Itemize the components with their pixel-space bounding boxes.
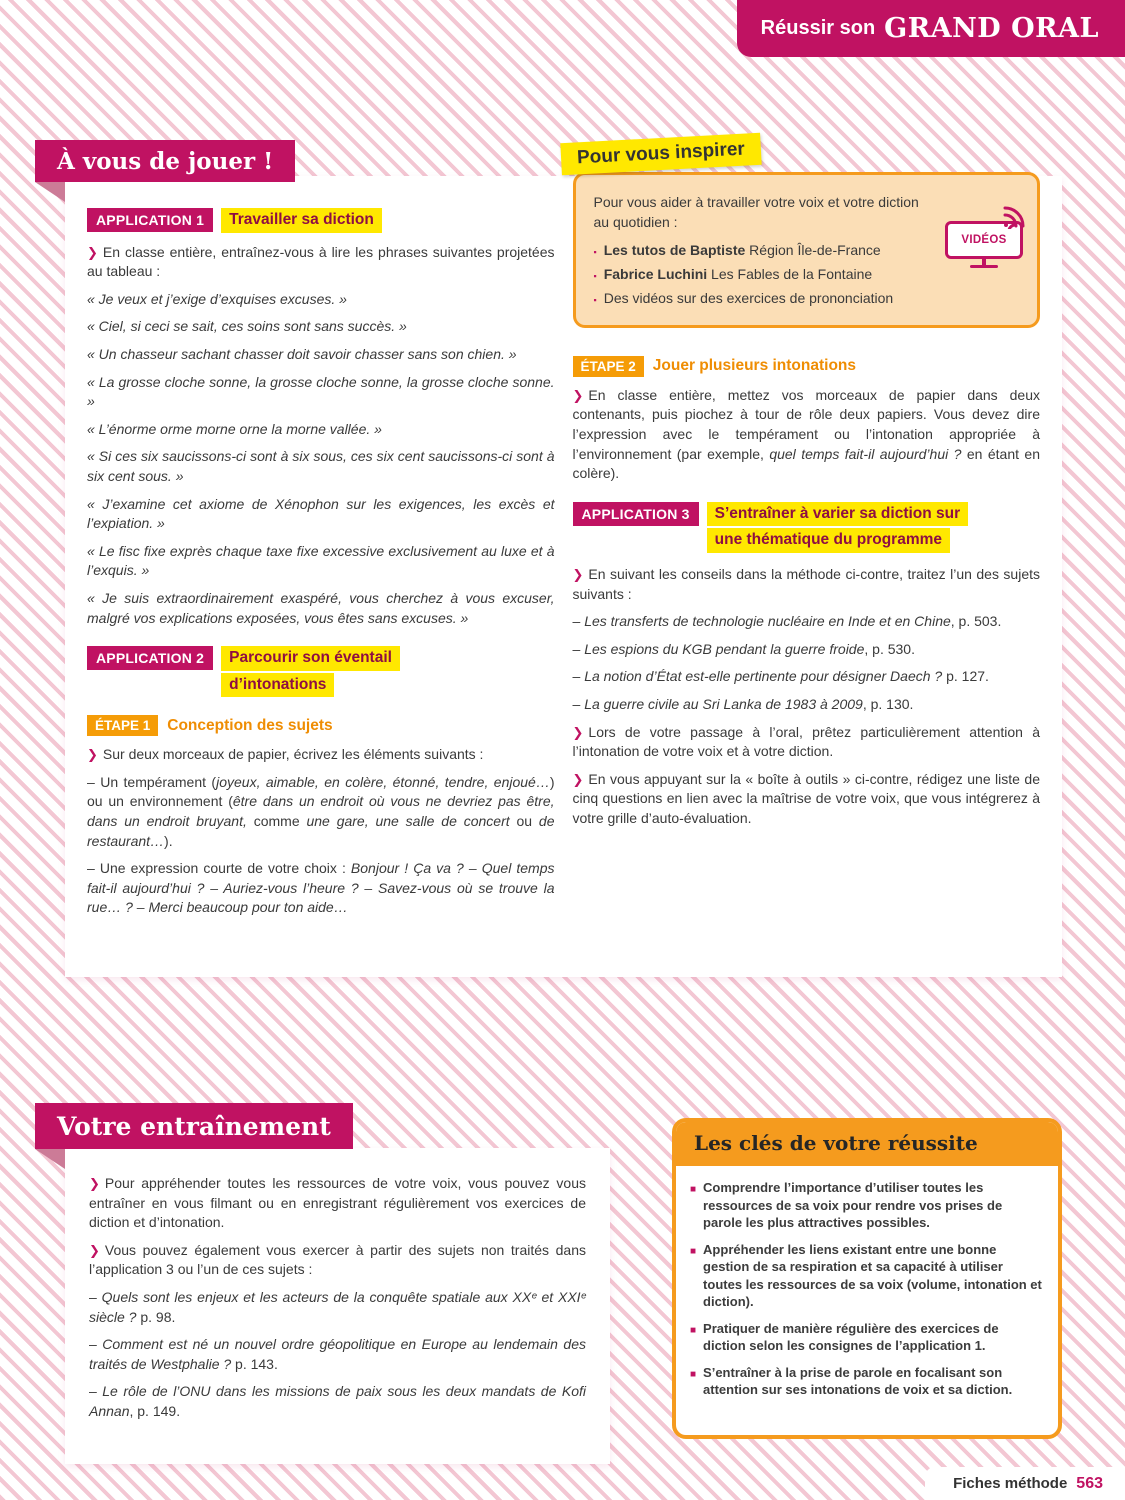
ribbon-fold xyxy=(35,182,65,202)
application-1-badge: APPLICATION 1 xyxy=(87,208,213,232)
application-1-title: Travailler sa diction xyxy=(221,208,382,233)
etape-2-badge: ÉTAPE 2 xyxy=(573,356,644,377)
pointer-icon: ❯ xyxy=(89,1242,100,1258)
training-subject: – Le rôle de l’ONU dans les missions de paix sous les deux mandats de Kofi Annan, p. 149. xyxy=(89,1383,586,1419)
top-banner xyxy=(737,0,1125,57)
app3-subject: – Les transferts de technologie nucléaire en Inde et en Chine, p. 503. xyxy=(572,613,1002,630)
keys-box xyxy=(672,1118,1062,1439)
banner-prefix: Réussir son xyxy=(760,17,876,39)
footer-label: Fiches méthode xyxy=(953,1475,1068,1492)
etape1-item: – Une expression courte de votre choix : Bonjour ! Ça va ? – Quel temps fait-il aujourd’hui ? – Auriez-vous l’heure ? – Savez-vous où se trouve la rue… ? – Merci beaucoup pour ton aide… xyxy=(87,860,555,916)
key-item: ■ Appréhender les liens existant entre une bonne gestion de sa respiration et sa capacité à utiliser toutes les ressources de sa voix (volume, intonation et diction). xyxy=(690,1241,1042,1310)
app3-subject: – Les espions du KGB pendant la guerre froide, p. 530. xyxy=(572,640,915,657)
keys-title: Les clés de votre réussite xyxy=(676,1122,1058,1166)
left-column xyxy=(87,176,555,963)
key-item: ■ Pratiquer de manière régulière des exercices de diction selon les consignes de l’application 1. xyxy=(690,1320,999,1354)
training-subject: – Comment est né un nouvel ordre géopolitique en Europe au lendemain des traités de Westphalie ? p. 143. xyxy=(89,1336,586,1372)
inspire-box xyxy=(573,172,1041,328)
pointer-icon: ❯ xyxy=(572,387,584,403)
etape-1-title: Conception des sujets xyxy=(167,716,333,734)
application-3-heading xyxy=(573,502,1041,555)
wifi-icon xyxy=(1001,201,1031,229)
right-column xyxy=(572,138,1041,963)
etape1-intro: ❯ Sur deux morceaux de papier, écrivez les éléments suivants : xyxy=(87,746,484,763)
page-footer xyxy=(925,1467,1125,1500)
application-2-badge: APPLICATION 2 xyxy=(87,646,213,670)
inspire-intro: Pour vous aider à travailler votre voix et votre diction au quotidien : xyxy=(593,194,919,230)
application-3-title: S’entraîner à varier sa diction sur une thématique du programme xyxy=(707,502,969,555)
training-panel xyxy=(65,1148,610,1464)
etape2-body: ❯ En classe entière, mettez vos morceaux de papier dans deux contenants, puis piochez à tour de rôle deux papiers. Vous devez dire l’expression avec le tempérament ou l’intonation appropriée à l’environnement (par exemple, quel temps fait-il aujourd’hui ? en étant en colère). xyxy=(572,386,1040,482)
inspire-item: ▪ Fabrice Luchini Les Fables de la Fontaine xyxy=(593,266,873,283)
videos-widget xyxy=(945,221,1023,268)
page-number: 563 xyxy=(1076,1474,1103,1492)
application-1-heading xyxy=(87,208,555,233)
square-bullet-icon: ■ xyxy=(690,1184,697,1195)
diction-phrase: « Je suis extraordinairement exaspéré, vous cherchez à vous excuser, malgré vos explications exposées, vous êtes sans excuses. » xyxy=(87,589,555,626)
pointer-icon: ❯ xyxy=(87,747,98,763)
etape1-item: – Un tempérament (joyeux, aimable, en colère, étonné, tendre, enjoué…) ou un environnement (être dans un endroit où vous ne devriez pas être, dans un endroit bruyant, comme une gare, une salle de concert ou de restaurant…). xyxy=(87,773,555,849)
inspire-item: ▪ Les tutos de Baptiste Région Île-de-France xyxy=(593,242,881,259)
diction-phrase: « J’examine cet axiome de Xénophon sur les exigences, les excès et l’expiation. » xyxy=(87,495,555,532)
app3-subject: – La guerre civile au Sri Lanka de 1983 à 2009, p. 130. xyxy=(572,695,914,712)
app3-intro: ❯ En suivant les conseils dans la méthode ci-contre, traitez l’un des sujets suivants : xyxy=(572,566,1040,602)
app3-subject: – La notion d’État est-elle pertinente pour désigner Daech ? p. 127. xyxy=(572,668,989,685)
pointer-icon: ❯ xyxy=(89,1176,100,1191)
etape-1-badge: ÉTAPE 1 xyxy=(87,715,158,736)
diction-phrase: « L’énorme orme morne orne la morne vallée. » xyxy=(87,420,382,437)
diction-phrase: « Je veux et j’exige d’exquises excuses. » xyxy=(87,290,347,307)
ribbon-fold xyxy=(35,1149,65,1169)
diction-phrase: « Un chasseur sachant chasser doit savoir chasser sans son chien. » xyxy=(87,345,517,362)
bullet-icon: ▪ xyxy=(593,294,597,305)
pointer-icon: ❯ xyxy=(572,771,584,787)
bullet-icon: ▪ xyxy=(593,247,597,258)
inspire-item: ▪ Des vidéos sur des exercices de prononciation xyxy=(593,289,894,306)
key-item: ■ Comprendre l’importance d’utiliser toutes les ressources de sa voix pour rendre vos prises de parole les plus attractives possibles. xyxy=(690,1180,1003,1231)
etape-2-title: Jouer plusieurs intonations xyxy=(652,357,857,375)
etape-1-heading xyxy=(87,715,555,736)
application-2-heading xyxy=(87,646,555,699)
diction-phrase: « Si ces six saucissons-ci sont à six sous, ces six cent saucissons-ci sont à six cent sous. » xyxy=(87,448,555,484)
app1-intro: ❯ En classe entière, entraînez-vous à lire les phrases suivantes projetées au tableau : xyxy=(87,243,555,280)
app3-paragraph: ❯ En vous appuyant sur la « boîte à outils » ci-contre, rédigez une liste de cinq questions en lien avec la maîtrise de votre voix, que vous intégrerez à votre grille d’auto-évaluation. xyxy=(572,770,1040,826)
pointer-icon: ❯ xyxy=(572,567,584,583)
square-bullet-icon: ■ xyxy=(690,1368,697,1380)
app3-paragraph: ❯ Lors de votre passage à l’oral, prêtez particulièrement attention à l’intonation de votre voix et à votre diction. xyxy=(572,723,1040,760)
bullet-icon: ▪ xyxy=(593,271,597,282)
videos-badge: VIDÉOS xyxy=(945,221,1023,259)
monitor-base-icon xyxy=(970,265,998,268)
section-header-a-vous-de-jouer: À vous de jouer ! xyxy=(35,140,295,182)
inspire-section xyxy=(573,138,1041,328)
key-item: ■ S’entraîner à la prise de parole en focalisant son attention sur ses intonations de voix et sa diction. xyxy=(690,1364,1013,1398)
keys-list xyxy=(676,1166,1058,1416)
application-3-badge: APPLICATION 3 xyxy=(573,502,699,526)
diction-phrase: « La grosse cloche sonne, la grosse cloche sonne, la grosse cloche sonne. » xyxy=(87,373,555,410)
pointer-icon: ❯ xyxy=(87,244,98,260)
inspire-tag: Pour vous inspirer xyxy=(560,133,761,175)
training-paragraph: ❯ Vous pouvez également vous exercer à partir des sujets non traités dans l’application 3 ou l’un de ces sujets : xyxy=(89,1241,586,1278)
training-paragraph: ❯ Pour appréhender toutes les ressources de votre voix, vous pouvez vous entraîner en vous filmant ou en enregistrant régulièrement vos exercices de diction et d’intonation. xyxy=(89,1175,586,1231)
section-header-votre-entrainement: Votre entraînement xyxy=(35,1103,353,1149)
square-bullet-icon: ■ xyxy=(690,1324,697,1336)
square-bullet-icon: ■ xyxy=(690,1245,697,1257)
diction-phrase: « Le fisc fixe exprès chaque taxe fixe excessive exclusivement au luxe et à l’exquis. » xyxy=(87,542,555,579)
banner-title: GRAND ORAL xyxy=(884,13,1099,44)
application-2-title: Parcourir son éventail d’intonations xyxy=(221,646,400,699)
training-subject: – Quels sont les enjeux et les acteurs de la conquête spatiale aux XXᵉ et XXIᵉ siècle ? p. 98. xyxy=(89,1288,586,1325)
pointer-icon: ❯ xyxy=(572,724,584,740)
diction-phrase: « Ciel, si ceci se sait, ces soins sont sans succès. » xyxy=(87,318,407,335)
etape-2-heading xyxy=(573,356,1041,377)
